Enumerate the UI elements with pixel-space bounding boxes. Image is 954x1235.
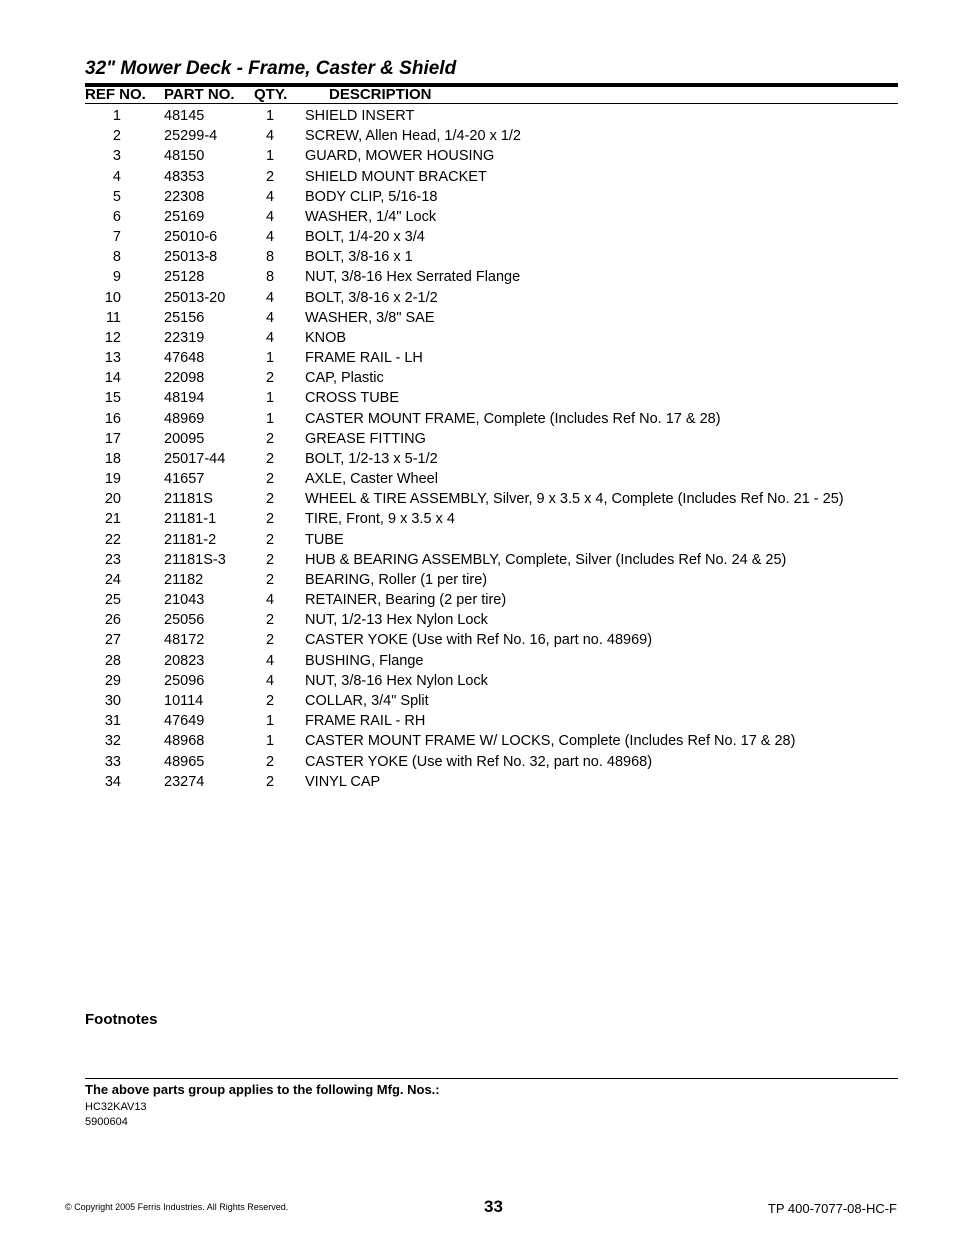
qty-cell: 2 — [266, 168, 275, 185]
qty-cell: 8 — [266, 269, 275, 286]
part-no-cell: 48172 — [164, 632, 205, 649]
qty-cell: 2 — [266, 632, 275, 649]
ref-no-cell: 8 — [112, 249, 121, 266]
part-no-cell: 48968 — [164, 733, 205, 750]
qty-cell: 1 — [266, 713, 275, 730]
qty-cell: 1 — [266, 148, 275, 165]
part-no-cell: 10114 — [164, 692, 204, 709]
ref-no-cell: 25 — [104, 592, 121, 609]
ref-no-cell: 30 — [104, 692, 121, 709]
part-no-cell: 21181-1 — [164, 511, 217, 528]
ref-no-cell: 31 — [104, 713, 121, 730]
page-title: 32" Mower Deck - Frame, Caster & Shield — [85, 58, 457, 79]
description-cell: BEARING, Roller (1 per tire) — [305, 571, 488, 588]
table-row — [0, 106, 954, 126]
qty-cell: 4 — [266, 188, 275, 205]
table-row — [0, 772, 954, 792]
description-cell: VINYL CAP — [305, 773, 381, 790]
part-no-cell: 25010-6 — [164, 229, 218, 246]
header-qty: QTY. — [254, 86, 288, 103]
header-part-no: PART NO. — [164, 86, 235, 103]
qty-cell: 1 — [266, 410, 275, 427]
ref-no-cell: 3 — [112, 148, 121, 165]
description-cell: TIRE, Front, 9 x 3.5 x 4 — [305, 511, 455, 528]
description-cell: NUT, 1/2-13 Hex Nylon Lock — [305, 612, 488, 629]
part-no-cell: 21181-2 — [164, 531, 217, 548]
header-description: DESCRIPTION — [329, 86, 432, 103]
ref-no-cell: 24 — [104, 571, 121, 588]
description-cell: BOLT, 3/8-16 x 2-1/2 — [305, 289, 438, 306]
part-no-cell: 41657 — [164, 471, 205, 488]
qty-cell: 4 — [266, 289, 275, 306]
ref-no-cell: 19 — [104, 471, 121, 488]
ref-no-cell: 23 — [104, 551, 121, 568]
table-row — [0, 348, 954, 368]
part-no-cell: 25156 — [164, 309, 205, 326]
table-row — [0, 207, 954, 227]
qty-cell: 2 — [266, 612, 275, 629]
table-row — [0, 429, 954, 449]
description-cell: GREASE FITTING — [305, 430, 426, 447]
part-no-cell: 21182 — [164, 571, 204, 588]
qty-cell: 2 — [266, 370, 275, 387]
description-cell: BUSHING, Flange — [305, 652, 424, 669]
copyright: © Copyright 2005 Ferris Industries. All Rights Reserved. — [65, 1202, 289, 1212]
mfg-number: 5900604 — [85, 1116, 128, 1128]
qty-cell: 1 — [266, 350, 275, 367]
table-row — [0, 711, 954, 731]
qty-cell: 2 — [266, 551, 275, 568]
qty-cell: 4 — [266, 229, 275, 246]
part-no-cell: 48969 — [164, 410, 205, 427]
ref-no-cell: 28 — [104, 652, 121, 669]
table-row — [0, 590, 954, 610]
part-no-cell: 22319 — [164, 329, 205, 346]
table-row — [0, 267, 954, 287]
parts-table — [0, 106, 954, 792]
description-cell: SCREW, Allen Head, 1/4-20 x 1/2 — [305, 128, 521, 145]
ref-no-cell: 15 — [104, 390, 121, 407]
table-row — [0, 187, 954, 207]
table-row — [0, 530, 954, 550]
table-row — [0, 610, 954, 630]
part-no-cell: 25169 — [164, 208, 205, 225]
qty-cell: 2 — [266, 571, 275, 588]
qty-cell: 2 — [266, 471, 275, 488]
ref-no-cell: 11 — [105, 309, 121, 326]
description-cell: SHIELD INSERT — [305, 108, 415, 124]
description-cell: CAP, Plastic — [305, 370, 384, 387]
description-cell: AXLE, Caster Wheel — [305, 471, 438, 488]
header-rule — [85, 103, 898, 104]
ref-no-cell: 21 — [104, 511, 121, 528]
ref-no-cell: 4 — [112, 168, 121, 185]
description-cell: GUARD, MOWER HOUSING — [305, 148, 495, 165]
description-cell: FRAME RAIL - RH — [305, 713, 426, 730]
part-no-cell: 48150 — [164, 148, 205, 165]
table-row — [0, 368, 954, 388]
part-no-cell: 47648 — [164, 350, 205, 367]
ref-no-cell: 34 — [104, 773, 121, 790]
part-no-cell: 21181S-3 — [164, 551, 226, 568]
table-row — [0, 308, 954, 328]
qty-cell: 2 — [266, 491, 275, 508]
table-row — [0, 146, 954, 166]
table-row — [0, 550, 954, 570]
description-cell: WHEEL & TIRE ASSEMBLY, Silver, 9 x 3.5 x 4, Complete (Includes Ref No. 21 - 25) — [305, 491, 844, 508]
ref-no-cell: 22 — [104, 531, 121, 548]
qty-cell: 2 — [266, 692, 275, 709]
table-row — [0, 247, 954, 267]
ref-no-cell: 14 — [104, 370, 121, 387]
description-cell: BOLT, 3/8-16 x 1 — [305, 249, 413, 266]
qty-cell: 2 — [266, 511, 275, 528]
description-cell: RETAINER, Bearing (2 per tire) — [305, 592, 507, 609]
ref-no-cell: 5 — [112, 188, 121, 205]
ref-no-cell: 18 — [104, 450, 121, 467]
description-cell: WASHER, 3/8" SAE — [305, 309, 435, 326]
description-cell: CASTER MOUNT FRAME, Complete (Includes Ref No. 17 & 28) — [305, 410, 721, 427]
part-no-cell: 25056 — [164, 612, 205, 629]
document-number: TP 400-7077-08-HC-F — [767, 1201, 897, 1216]
qty-cell: 1 — [266, 108, 275, 124]
description-cell: BOLT, 1/4-20 x 3/4 — [305, 229, 425, 246]
table-row — [0, 651, 954, 671]
description-cell: TUBE — [305, 531, 344, 548]
qty-cell: 4 — [266, 329, 275, 346]
part-no-cell: 25096 — [164, 672, 205, 689]
ref-no-cell: 12 — [104, 329, 121, 346]
table-row — [0, 671, 954, 691]
table-row — [0, 167, 954, 187]
ref-no-cell: 27 — [104, 632, 121, 649]
table-row — [0, 489, 954, 509]
qty-cell: 2 — [266, 531, 275, 548]
ref-no-cell: 6 — [112, 208, 121, 225]
table-row — [0, 388, 954, 408]
table-row — [0, 469, 954, 489]
qty-cell: 4 — [266, 128, 275, 145]
table-row — [0, 691, 954, 711]
table-row — [0, 630, 954, 650]
ref-no-cell: 1 — [112, 108, 121, 124]
part-no-cell: 48145 — [164, 108, 205, 124]
qty-cell: 2 — [266, 450, 275, 467]
ref-no-cell: 29 — [104, 672, 121, 689]
description-cell: CROSS TUBE — [305, 390, 400, 407]
part-no-cell: 20823 — [164, 652, 205, 669]
part-no-cell: 47649 — [164, 713, 205, 730]
ref-no-cell: 9 — [112, 269, 121, 286]
description-cell: WASHER, 1/4" Lock — [305, 208, 437, 225]
table-row — [0, 731, 954, 751]
part-no-cell: 21181S — [164, 491, 213, 508]
description-cell: BODY CLIP, 5/16-18 — [305, 188, 438, 205]
qty-cell: 4 — [266, 672, 275, 689]
description-cell: HUB & BEARING ASSEMBLY, Complete, Silver (Includes Ref No. 24 & 25) — [305, 551, 787, 568]
description-cell: CASTER YOKE (Use with Ref No. 16, part no. 48969) — [305, 632, 653, 649]
ref-no-cell: 10 — [104, 289, 121, 306]
part-no-cell: 48194 — [164, 390, 205, 407]
table-row — [0, 509, 954, 529]
table-row — [0, 449, 954, 469]
ref-no-cell: 32 — [104, 733, 121, 750]
ref-no-cell: 17 — [104, 430, 121, 447]
table-row — [0, 328, 954, 348]
ref-no-cell: 26 — [104, 612, 121, 629]
ref-no-cell: 33 — [104, 753, 121, 770]
mfg-heading: The above parts group applies to the following Mfg. Nos.: — [85, 1082, 440, 1097]
qty-cell: 2 — [266, 430, 275, 447]
ref-no-cell: 16 — [104, 410, 121, 427]
table-row — [0, 752, 954, 772]
mfg-rule — [85, 1078, 898, 1079]
qty-cell: 1 — [266, 733, 275, 750]
qty-cell: 2 — [266, 753, 275, 770]
part-no-cell: 21043 — [164, 592, 205, 609]
qty-cell: 2 — [266, 773, 275, 790]
ref-no-cell: 20 — [104, 491, 121, 508]
part-no-cell: 25299-4 — [164, 128, 218, 145]
qty-cell: 8 — [266, 249, 275, 266]
description-cell: KNOB — [305, 329, 347, 346]
part-no-cell: 22098 — [164, 370, 205, 387]
ref-no-cell: 2 — [112, 128, 121, 145]
description-cell: CASTER YOKE (Use with Ref No. 32, part no. 48968) — [305, 753, 653, 770]
description-cell: NUT, 3/8-16 Hex Nylon Lock — [305, 672, 488, 689]
ref-no-cell: 7 — [112, 229, 121, 246]
qty-cell: 4 — [266, 652, 275, 669]
description-cell: SHIELD MOUNT BRACKET — [305, 168, 487, 185]
part-no-cell: 25128 — [164, 269, 205, 286]
part-no-cell: 48965 — [164, 753, 205, 770]
qty-cell: 4 — [266, 309, 275, 326]
part-no-cell: 25013-8 — [164, 249, 218, 266]
description-cell: FRAME RAIL - LH — [305, 350, 423, 367]
header-ref-no: REF NO. — [85, 86, 146, 103]
table-row — [0, 227, 954, 247]
table-row — [0, 570, 954, 590]
qty-cell: 4 — [266, 208, 275, 225]
qty-cell: 4 — [266, 592, 275, 609]
part-no-cell: 25017-44 — [164, 450, 226, 467]
description-cell: COLLAR, 3/4" Split — [305, 692, 429, 709]
part-no-cell: 22308 — [164, 188, 205, 205]
description-cell: BOLT, 1/2-13 x 5-1/2 — [305, 450, 438, 467]
part-no-cell: 20095 — [164, 430, 205, 447]
page-number: 33 — [484, 1197, 503, 1216]
table-row — [0, 126, 954, 146]
table-row — [0, 409, 954, 429]
footnotes-heading: Footnotes — [85, 1011, 158, 1028]
description-cell: CASTER MOUNT FRAME W/ LOCKS, Complete (Includes Ref No. 17 & 28) — [305, 733, 796, 750]
part-no-cell: 48353 — [164, 168, 205, 185]
description-cell: NUT, 3/8-16 Hex Serrated Flange — [305, 269, 521, 286]
table-row — [0, 288, 954, 308]
qty-cell: 1 — [266, 390, 275, 407]
ref-no-cell: 13 — [104, 350, 121, 367]
mfg-number: HC32KAV13 — [85, 1101, 147, 1113]
part-no-cell: 25013-20 — [164, 289, 226, 306]
part-no-cell: 23274 — [164, 773, 205, 790]
